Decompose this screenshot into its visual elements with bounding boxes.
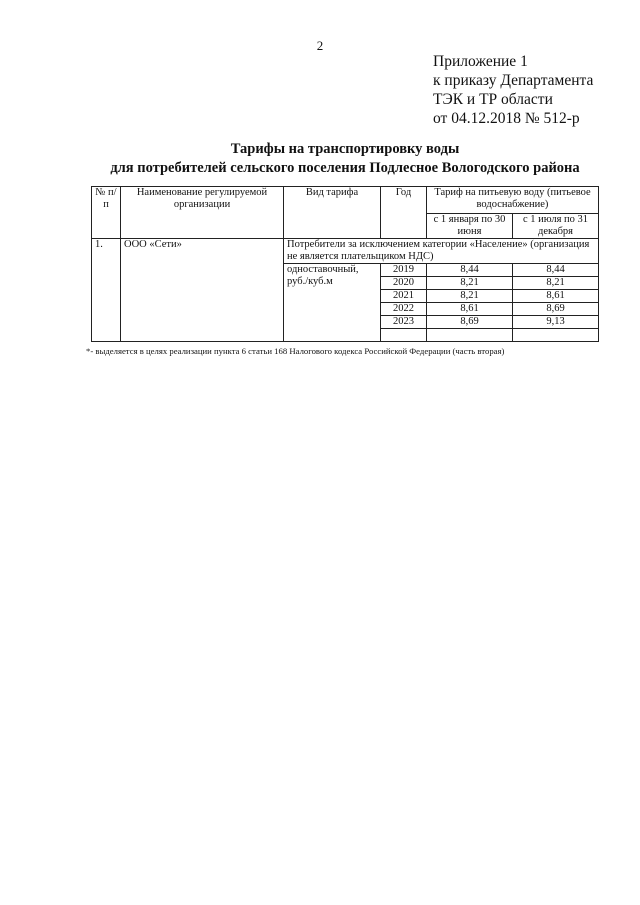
title-line: для потребителей сельского поселения Подлесное Вологодского района <box>110 160 580 176</box>
tariff-table <box>91 186 599 342</box>
consumer-category: Потребители за исключением категории «Население» (организация не является плательщиком НДС) <box>284 239 599 264</box>
tariff-first-half: 8,61 <box>427 303 513 316</box>
empty-cell <box>381 329 427 342</box>
tariff-first-half: 8,21 <box>427 277 513 290</box>
annex-heading <box>433 52 593 128</box>
tariff-second-half: 8,61 <box>513 290 599 303</box>
header-tariff: Тариф на питьевую воду (питьевое водоснабжение) <box>427 187 599 214</box>
year-cell: 2020 <box>381 277 427 290</box>
tariff-first-half: 8,69 <box>427 316 513 329</box>
header-tariff-type: Вид тарифа <box>284 187 381 239</box>
tariff-second-half: 8,69 <box>513 303 599 316</box>
header-first-half: с 1 января по 30 июня <box>427 214 513 239</box>
header-second-half: с 1 июля по 31 декабря <box>513 214 599 239</box>
header-num: № п/п <box>92 187 121 239</box>
annex-line: Приложение 1 <box>433 53 528 70</box>
annex-line: ТЭК и ТР области <box>433 91 553 108</box>
annex-line: от 04.12.2018 № 512-р <box>433 110 580 127</box>
tariff-first-half: 8,44 <box>427 264 513 277</box>
empty-cell <box>427 329 513 342</box>
organization-name: ООО «Сети» <box>121 239 284 342</box>
year-cell: 2022 <box>381 303 427 316</box>
year-cell: 2023 <box>381 316 427 329</box>
page-number: 2 <box>316 38 324 53</box>
title-line: Тарифы на транспортировку воды <box>230 141 460 157</box>
footnote: *- выделяется в целях реализации пункта 6 статьи 168 Налогового кодекса Российской Федерации (часть вторая) <box>86 346 505 356</box>
year-cell: 2021 <box>381 290 427 303</box>
annex-line: к приказу Департамента <box>433 72 594 89</box>
empty-cell <box>513 329 599 342</box>
tariff-second-half: 8,44 <box>513 264 599 277</box>
tariff-second-half: 8,21 <box>513 277 599 290</box>
header-year: Год <box>381 187 427 239</box>
document-title <box>90 140 600 178</box>
tariff-second-half: 9,13 <box>513 316 599 329</box>
tariff-first-half: 8,21 <box>427 290 513 303</box>
header-organization: Наименование регулируемой организации <box>121 187 284 239</box>
year-cell: 2019 <box>381 264 427 277</box>
tariff-type: одноставочный, руб./куб.м <box>284 264 381 342</box>
row-number: 1. <box>92 239 121 342</box>
